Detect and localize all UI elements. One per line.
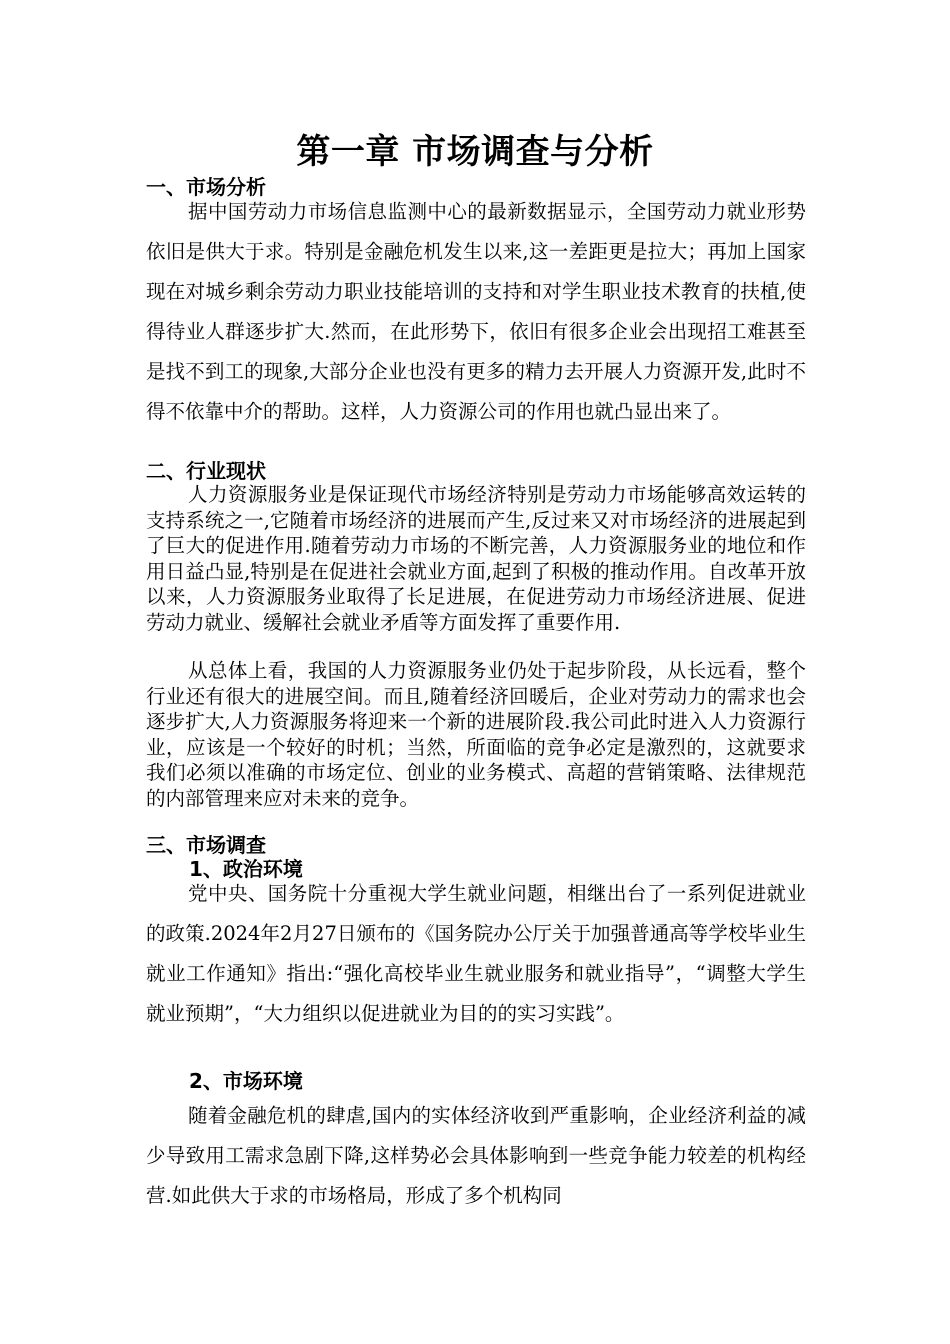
subsection-heading-political-environment: 1、政治环境 (189, 857, 303, 881)
chapter-title: 第一章 市场调查与分析 (296, 132, 654, 172)
section-heading-market-survey: 三、市场调查 (146, 833, 266, 857)
section-heading-industry-status: 二、行业现状 (146, 459, 266, 483)
paragraph-market-environment: 随着金融危机的肆虐,国内的实体经济收到严重影响，企业经济利益的减少导致用工需求急剧下降,这样势必会具体影响到一些竞争能力较差的机构经营.如此供大于求的市场格局，形成了多个机构同 (146, 1104, 806, 1207)
paragraph-market-analysis: 据中国劳动力市场信息监测中心的最新数据显示，全国劳动力就业形势依旧是供大于求。特别是金融危机发生以来,这一差距更是拉大；再加上国家现在对城乡剩余劳动力职业技能培训的支持和对学生职业技术教育的扶植,使得待业人群逐步扩大.然而，在此形势下，依旧有很多企业会出现招工难甚至是找不到工的现象,大部分企业也没有更多的精力去开展人力资源开发,此时不得不依靠中介的帮助。这样，人力资源公司的作用也就凸显出来了。 (146, 200, 806, 423)
paragraph-industry-status-2: 从总体上看，我国的人力资源服务业仍处于起步阶段，从长远看，整个行业还有很大的进展空间。而且,随着经济回暖后，企业对劳动力的需求也会逐步扩大,人力资源服务将迎来一个新的进展阶段.我公司此时进入人力资源行业，应该是一个较好的时机；当然，所面临的竞争必定是激烈的，这就要求我们必须以准确的市场定位、创业的业务模式、高超的营销策略、法律规范的内部管理来应对未来的竞争。 (146, 659, 806, 810)
subsection-heading-market-environment: 2、市场环境 (189, 1069, 303, 1093)
paragraph-industry-status-1: 人力资源服务业是保证现代市场经济特别是劳动力市场能够高效运转的支持系统之一,它随着市场经济的进展而产生,反过来又对市场经济的进展起到了巨大的促进作用.随着劳动力市场的不断完善，人力资源服务业的地位和作用日益凸显,特别是在促进社会就业方面,起到了积极的推动作用。自改革开放以来，人力资源服务业取得了长足进展，在促进劳动力市场经济进展、促进劳动力就业、缓解社会就业矛盾等方面发挥了重要作用. (146, 483, 806, 634)
paragraph-political-environment: 党中央、国务院十分重视大学生就业问题，相继出台了一系列促进就业的政策.2024年2月27日颁布的《国务院办公厅关于加强普通高等学校毕业生就业工作通知》指出:“强化高校毕业生就业服务和就业指导”，“调整大学生就业预期”，“大力组织以促进就业为目的的实习实践”。 (146, 882, 806, 1025)
section-heading-market-analysis: 一、市场分析 (146, 175, 266, 199)
